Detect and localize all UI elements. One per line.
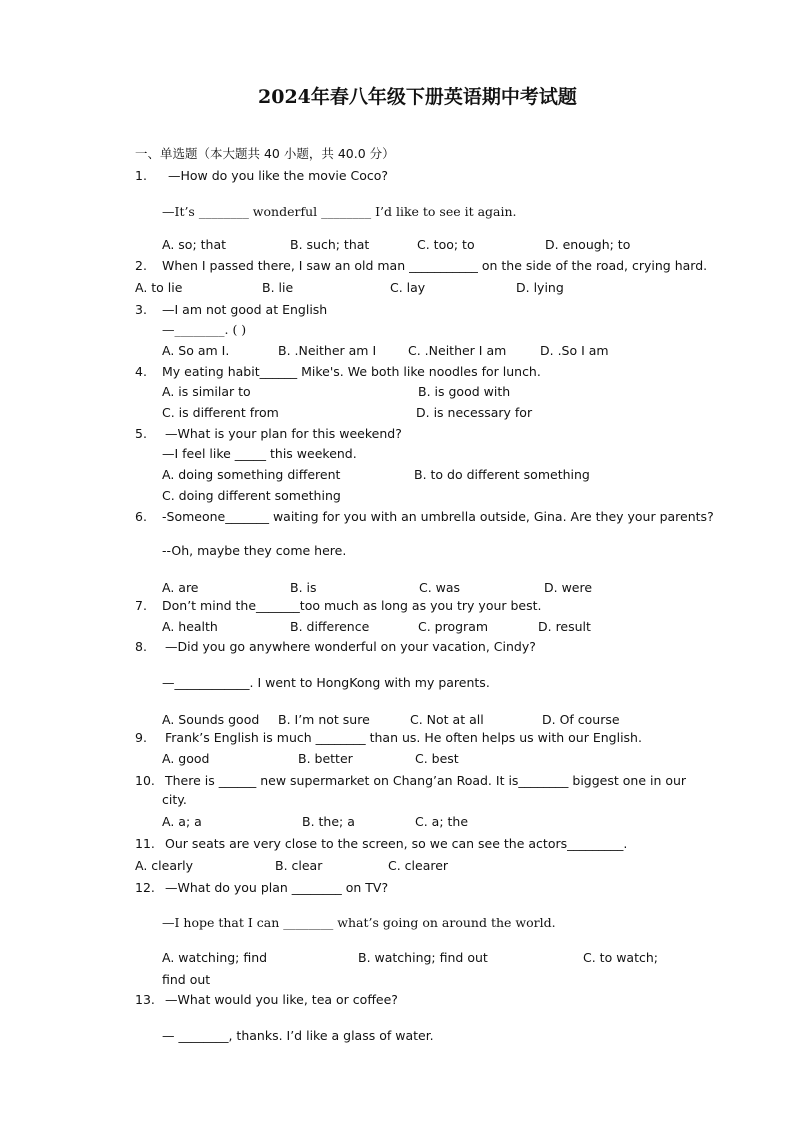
option-a[interactable]: A. health	[162, 619, 218, 634]
option-b[interactable]: B. is good with	[418, 384, 511, 399]
question-stem: —What do you plan ________ on TV?	[165, 880, 389, 895]
option-d[interactable]: D. is necessary for	[416, 405, 533, 420]
option-d[interactable]: D. .So I am	[540, 343, 609, 358]
option-b[interactable]: B. clear	[275, 858, 323, 873]
option-c[interactable]: C. program	[418, 619, 489, 634]
question-line2: —It’s ________ wonderful ________ I’d like to see it again.	[162, 204, 517, 219]
question-stem: —What would you like, tea or coffee?	[165, 992, 398, 1007]
option-a[interactable]: A. good	[162, 751, 210, 766]
option-a[interactable]: A. doing something different	[162, 467, 341, 482]
option-b[interactable]: B. .Neither am I	[278, 343, 377, 358]
option-c[interactable]: C. too; to	[417, 237, 475, 252]
option-c[interactable]: C. is different from	[162, 405, 279, 420]
option-c[interactable]: C. .Neither I am	[408, 343, 507, 358]
question-number: 13.	[135, 992, 155, 1007]
question-number: 5.	[135, 426, 147, 441]
option-a[interactable]: A. clearly	[135, 858, 193, 873]
option-d[interactable]: D. result	[538, 619, 591, 634]
question-line2: —____________. I went to HongKong with my parents.	[162, 675, 490, 690]
option-a[interactable]: A. is similar to	[162, 384, 251, 399]
option-c[interactable]: C. best	[415, 751, 459, 766]
option-d[interactable]: D. enough; to	[545, 237, 631, 252]
option-c[interactable]: C. a; the	[415, 814, 469, 829]
question-line2: —I feel like _____ this weekend.	[162, 446, 357, 461]
question-number: 2.	[135, 258, 147, 273]
question-stem: —Did you go anywhere wonderful on your vacation, Cindy?	[165, 639, 536, 654]
question-line2: — ________, thanks. I’d like a glass of water.	[162, 1028, 434, 1043]
option-c[interactable]: C. clearer	[388, 858, 449, 873]
question-stem: Frank’s English is much ________ than us. He often helps us with our English.	[165, 730, 642, 745]
question-stem: Don’t mind the_______too much as long as you try your best.	[162, 598, 542, 613]
question-number: 1.	[135, 168, 147, 183]
option-c[interactable]: C. lay	[390, 280, 426, 295]
question-number: 10.	[135, 773, 155, 788]
option-b[interactable]: B. difference	[290, 619, 370, 634]
option-a[interactable]: A. So am I.	[162, 343, 230, 358]
option-c[interactable]: C. Not at all	[410, 712, 484, 727]
section-heading: 一、单选题（本大题共 40 小题，共 40.0 分）	[135, 146, 395, 161]
question-number: 11.	[135, 836, 155, 851]
question-stem: When I passed there, I saw an old man ___________ on the side of the road, crying hard.	[162, 258, 708, 273]
question-stem: —How do you like the movie Coco?	[168, 168, 389, 183]
option-b[interactable]: B. the; a	[302, 814, 355, 829]
question-number: 9.	[135, 730, 147, 745]
question-line2: --Oh, maybe they come here.	[162, 543, 347, 558]
option-c[interactable]: C. to watch;	[583, 950, 658, 965]
question-stem: There is ______ new supermarket on Chang’an Road. It is________ biggest one in our	[165, 773, 687, 788]
option-a[interactable]: A. Sounds good	[162, 712, 260, 727]
option-b[interactable]: B. I’m not sure	[278, 712, 370, 727]
option-c[interactable]: C. was	[419, 580, 461, 595]
question-line2: city.	[162, 792, 187, 807]
option-d[interactable]: D. Of course	[542, 712, 620, 727]
question-number: 8.	[135, 639, 147, 654]
option-b[interactable]: B. better	[298, 751, 353, 766]
option-b[interactable]: B. such; that	[290, 237, 370, 252]
option-b[interactable]: B. to do different something	[414, 467, 590, 482]
option-d[interactable]: D. lying	[516, 280, 564, 295]
option-b[interactable]: B. lie	[262, 280, 294, 295]
question-stem: —What is your plan for this weekend?	[165, 426, 402, 441]
question-number: 12.	[135, 880, 155, 895]
option-b[interactable]: B. watching; find out	[358, 950, 488, 965]
option-c-continued: find out	[162, 972, 211, 987]
question-number: 7.	[135, 598, 147, 613]
option-a[interactable]: A. watching; find	[162, 950, 268, 965]
question-line2: —I hope that I can ________ what’s going on around the world.	[162, 915, 556, 930]
question-stem: —I am not good at English	[162, 302, 328, 317]
option-b[interactable]: B. is	[290, 580, 317, 595]
question-number: 3.	[135, 302, 147, 317]
question-stem: My eating habit______ Mike's. We both like noodles for lunch.	[162, 364, 541, 379]
option-a[interactable]: A. to lie	[135, 280, 183, 295]
option-a[interactable]: A. a; a	[162, 814, 202, 829]
option-c[interactable]: C. doing different something	[162, 488, 341, 503]
question-stem: -Someone_______ waiting for you with an umbrella outside, Gina. Are they your parents?	[162, 509, 714, 524]
option-a[interactable]: A. are	[162, 580, 199, 595]
option-a[interactable]: A. so; that	[162, 237, 227, 252]
question-line2: —________. ( )	[162, 322, 247, 337]
question-number: 6.	[135, 509, 147, 524]
question-number: 4.	[135, 364, 147, 379]
page-title: 2024年春八年级下册英语期中考试题	[258, 86, 577, 108]
question-stem: Our seats are very close to the screen, so we can see the actors_________.	[165, 836, 628, 851]
option-d[interactable]: D. were	[544, 580, 593, 595]
